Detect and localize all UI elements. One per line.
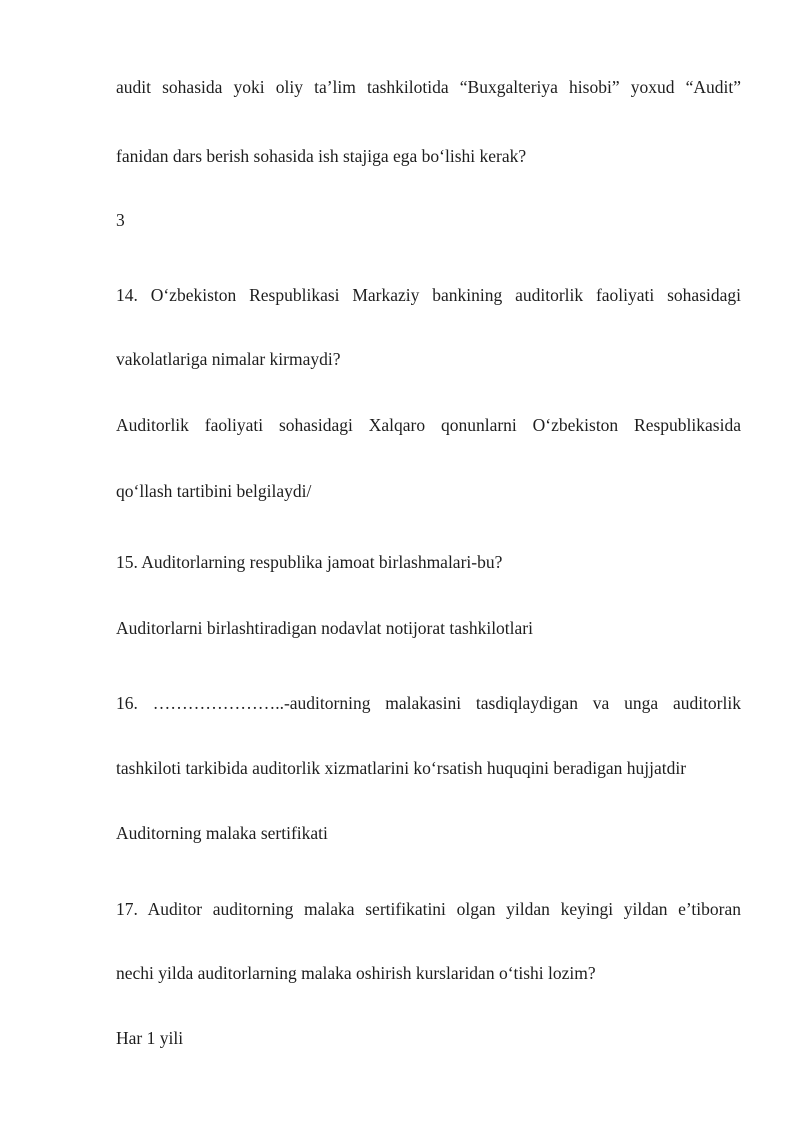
answer-q13: 3 [116,210,125,230]
question-14-line1: 14. O‘zbekiston Respublikasi Markaziy bankining auditorlik faoliyati sohasidagi [116,285,741,305]
question-16-line1: 16. …………………..-auditorning malakasini tasdiqlaydigan va unga auditorlik [116,693,741,713]
question-17-line1: 17. Auditor auditorning malaka sertifikatini olgan yildan keyingi yildan e’tiboran [116,899,741,919]
answer-16: Auditorning malaka sertifikati [116,823,328,843]
question-16-line2: tashkiloti tarkibida auditorlik xizmatlarini ko‘rsatish huquqini beradigan hujjatdir [116,758,687,778]
text-line-q13-part2: fanidan dars berish sohasida ish stajiga ega bo‘lishi kerak? [116,146,527,166]
answer-17: Har 1 yili [116,1028,184,1048]
answer-14-line1: Auditorlik faoliyati sohasidagi Xalqaro qonunlarni O‘zbekiston Respublikasida [116,415,741,435]
question-14-line2: vakolatlariga nimalar kirmaydi? [116,349,341,369]
text-line-q13-part1: audit sohasida yoki oliy ta’lim tashkilotida “Buxgalteriya hisobi” yoxud “Audit” [116,77,741,97]
question-17-line2: nechi yilda auditorlarning malaka oshirish kurslaridan o‘tishi lozim? [116,963,596,983]
answer-15: Auditorlarni birlashtiradigan nodavlat notijorat tashkilotlari [116,618,533,638]
answer-14-line2: qo‘llash tartibini belgilaydi/ [116,481,312,501]
question-15: 15. Auditorlarning respublika jamoat birlashmalari-bu? [116,552,503,572]
